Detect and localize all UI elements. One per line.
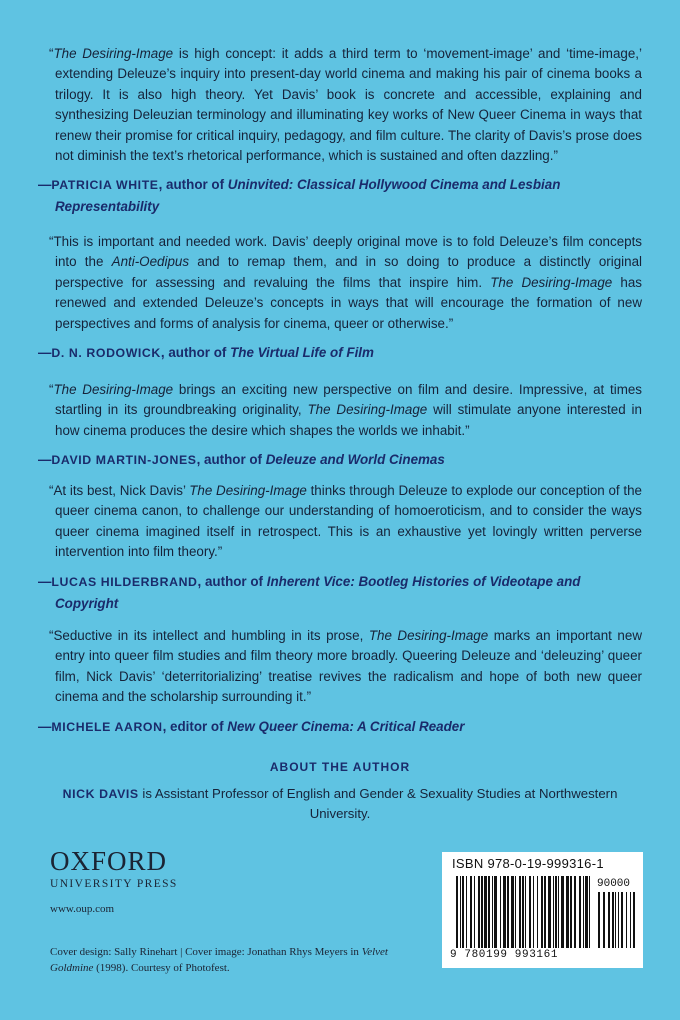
- blurb-quote: [38, 44, 642, 166]
- quote-text: has renewed and extended Deleuze’s concepts in ways that will encourage the formation of new perspectives and forms of analysis for cinema, queer or otherwise.”: [55, 274, 643, 331]
- barcode-bar: [525, 876, 526, 948]
- quote-text: is high concept: it adds a third term to ‘movement-image’ and ‘time-image,’ extending Deleuze’s inquiry into present-day world cinema and making his pair of cinema books a trilogy. It is also high theory. Yet Davis’ book is concrete and accessible, explaining and synthesizing Deleuzian terminology and illuminating key works of New Queer Cinema in ways that renew their promise for critical inquiry, pedagogy, and film culture. The clarity of Davis’s prose does not diminish the text’s rhetorical performance, which is sustained and often dazzling.”: [55, 46, 642, 164]
- about-author-bio: NICK DAVIS is Assistant Professor of English and Gender & Sexuality Studies at Northwestern University.: [62, 786, 618, 821]
- quote-text: “This is important and needed work. Davis’ deeply original move is to fold Deleuze’s film concepts into the: [49, 234, 642, 270]
- price-bar: [615, 892, 616, 948]
- quote-text: “Seductive in its intellect and humbling in its prose,: [49, 628, 369, 643]
- author-name: NICK DAVIS: [62, 787, 139, 801]
- barcode-bar: [553, 876, 554, 948]
- reviewer-work: Deleuze and World Cinemas: [265, 452, 445, 468]
- barcode-bar: [515, 876, 516, 948]
- barcode-bar: [478, 876, 480, 948]
- barcode-bar: [481, 876, 483, 948]
- quote-text: “: [49, 382, 54, 397]
- barcode-bar: [589, 876, 590, 948]
- price-bar: [608, 892, 610, 948]
- publisher-name: OXFORD: [50, 846, 168, 876]
- barcode-bar: [541, 876, 543, 948]
- price-code: 90000: [597, 878, 631, 890]
- price-bar: [598, 892, 600, 948]
- barcode-bar: [548, 876, 551, 948]
- ean-number: 9 780199 993161: [450, 949, 559, 961]
- quote-title: The Desiring-Image: [368, 628, 489, 643]
- reviewer-name: D. N. RODOWICK: [51, 346, 161, 361]
- price-bar: [621, 892, 623, 948]
- quote-text: brings an exciting new perspective on film and desire. Impressive, at times startling in its groundbreaking originality,: [55, 382, 642, 418]
- barcode-bar: [507, 876, 509, 948]
- blurb-quote: [38, 380, 642, 441]
- barcode-bar: [558, 876, 559, 948]
- reviewer-name: DAVID MARTIN-JONES: [51, 453, 197, 468]
- barcode-bar: [511, 876, 514, 948]
- blurb-attribution: —PATRICIA WHITE, author of Uninvited: Classical Hollywood Cinema and Lesbian Representability: [38, 177, 561, 215]
- barcode-bar: [456, 876, 458, 948]
- blurb-attribution: —D. N. RODOWICK, author of The Virtual Life of Film: [38, 345, 374, 361]
- quote-text: marks an important new entry into queer film studies and film theory more broadly. Queering Deleuze and ‘deleuzing’ queer film, Nick Davis’ ‘deterritorializing’ treatise revives the radicalism and hope of both new queer cinema and the scholarship surrounding it.”: [55, 628, 642, 705]
- barcode-bar: [570, 876, 572, 948]
- blurb-4: [38, 481, 642, 614]
- blurb-2: [38, 232, 642, 364]
- reviewer-work: Uninvited: Classical Hollywood Cinema and Lesbian Representability: [55, 177, 561, 215]
- blurb-quote: [38, 481, 642, 563]
- barcode-bar: [484, 876, 487, 948]
- blurb-1: [38, 44, 642, 217]
- barcode-bar: [583, 876, 584, 948]
- barcode-bar: [585, 876, 588, 948]
- barcode-bar: [529, 876, 531, 948]
- reviewer-name: LUCAS HILDERBRAND: [51, 574, 198, 589]
- price-bar: [630, 892, 631, 948]
- reviewer-name: PATRICIA WHITE: [51, 178, 159, 193]
- reviewer-work: New Queer Cinema: A Critical Reader: [227, 718, 465, 734]
- quote-title: The Desiring-Image: [189, 483, 307, 498]
- barcode-bar: [494, 876, 497, 948]
- blurb-attribution: —LUCAS HILDERBRAND, author of Inherent Vice: Bootleg Histories of Videotape and Copyright: [38, 573, 581, 611]
- price-bar: [626, 892, 627, 948]
- quote-title: The Desiring-Image: [53, 46, 174, 61]
- quote-title: The Desiring-Image: [490, 274, 613, 290]
- barcode-bar: [466, 876, 467, 948]
- quote-text: “: [49, 46, 54, 61]
- barcode-bar: [488, 876, 490, 948]
- reviewer-work: Inherent Vice: Bootleg Histories of Videotape and Copyright: [55, 573, 581, 611]
- price-bar: [633, 892, 635, 948]
- quote-title: Anti-Oedipus: [111, 254, 190, 270]
- barcode-bar: [462, 876, 464, 948]
- publisher-press: UNIVERSITY PRESS: [50, 878, 178, 890]
- barcode-bar: [574, 876, 576, 948]
- barcode-bar: [533, 876, 534, 948]
- reviewer-work: The Virtual Life of Film: [230, 345, 374, 361]
- barcode-bar: [561, 876, 564, 948]
- barcode-bar: [566, 876, 569, 948]
- blurb-5: [38, 626, 642, 738]
- quote-text: thinks through Deleuze to explode our conception of the queer cinema canon, to challenge our understanding of homoeroticism, and to consider the ways queer cinema imagined itself in retrospect. This is an exhaustive yet lovingly written perverse intervention into film theory.”: [55, 483, 642, 560]
- blurb-3: [38, 380, 642, 471]
- blurb-attribution: —MICHELE AARON, editor of New Queer Cinema: A Critical Reader: [38, 718, 465, 734]
- isbn-label: ISBN 978-0-19-999316-1: [452, 856, 604, 871]
- reviewer-name: MICHELE AARON: [51, 719, 163, 734]
- barcode-bar: [544, 876, 546, 948]
- cover-credits: Cover design: Sally Rinehart | Cover image: Jonathan Rhys Meyers in Velvet Goldmine (1998). Courtesy of Photofest.: [50, 946, 388, 974]
- barcode-bar: [460, 876, 461, 948]
- barcode-block: [442, 852, 643, 968]
- barcode-bar: [503, 876, 506, 948]
- price-bar: [618, 892, 619, 948]
- barcode-bar: [519, 876, 521, 948]
- publisher-url[interactable]: www.oup.com: [50, 903, 115, 915]
- quote-title: The Desiring-Image: [307, 402, 428, 418]
- about-author-heading: ABOUT THE AUTHOR: [269, 760, 411, 774]
- barcode-bar: [470, 876, 472, 948]
- barcode-bar: [555, 876, 557, 948]
- quote-title: The Desiring-Image: [53, 382, 174, 397]
- publisher-logo: [50, 846, 178, 890]
- barcode-bar: [492, 876, 493, 948]
- price-bar: [612, 892, 614, 948]
- barcode-bar: [474, 876, 475, 948]
- quote-text: “At its best, Nick Davis’: [49, 483, 190, 498]
- barcode-bar: [522, 876, 524, 948]
- blurb-attribution: —DAVID MARTIN-JONES, author of Deleuze and World Cinemas: [38, 452, 445, 468]
- quote-text: will stimulate anyone interested in how cinema produces the desire which shapes the worlds we inhabit.”: [55, 402, 642, 438]
- barcode-bar: [500, 876, 501, 948]
- quote-text: and to remap them, and in so doing to produce a distinctly original perspective for assessing and revaluing the films that inspire him.: [55, 254, 642, 290]
- blurb-quote: [38, 232, 642, 334]
- barcode-bar: [579, 876, 581, 948]
- barcode-bar: [537, 876, 538, 948]
- blurb-quote: [38, 626, 642, 708]
- price-bar: [603, 892, 605, 948]
